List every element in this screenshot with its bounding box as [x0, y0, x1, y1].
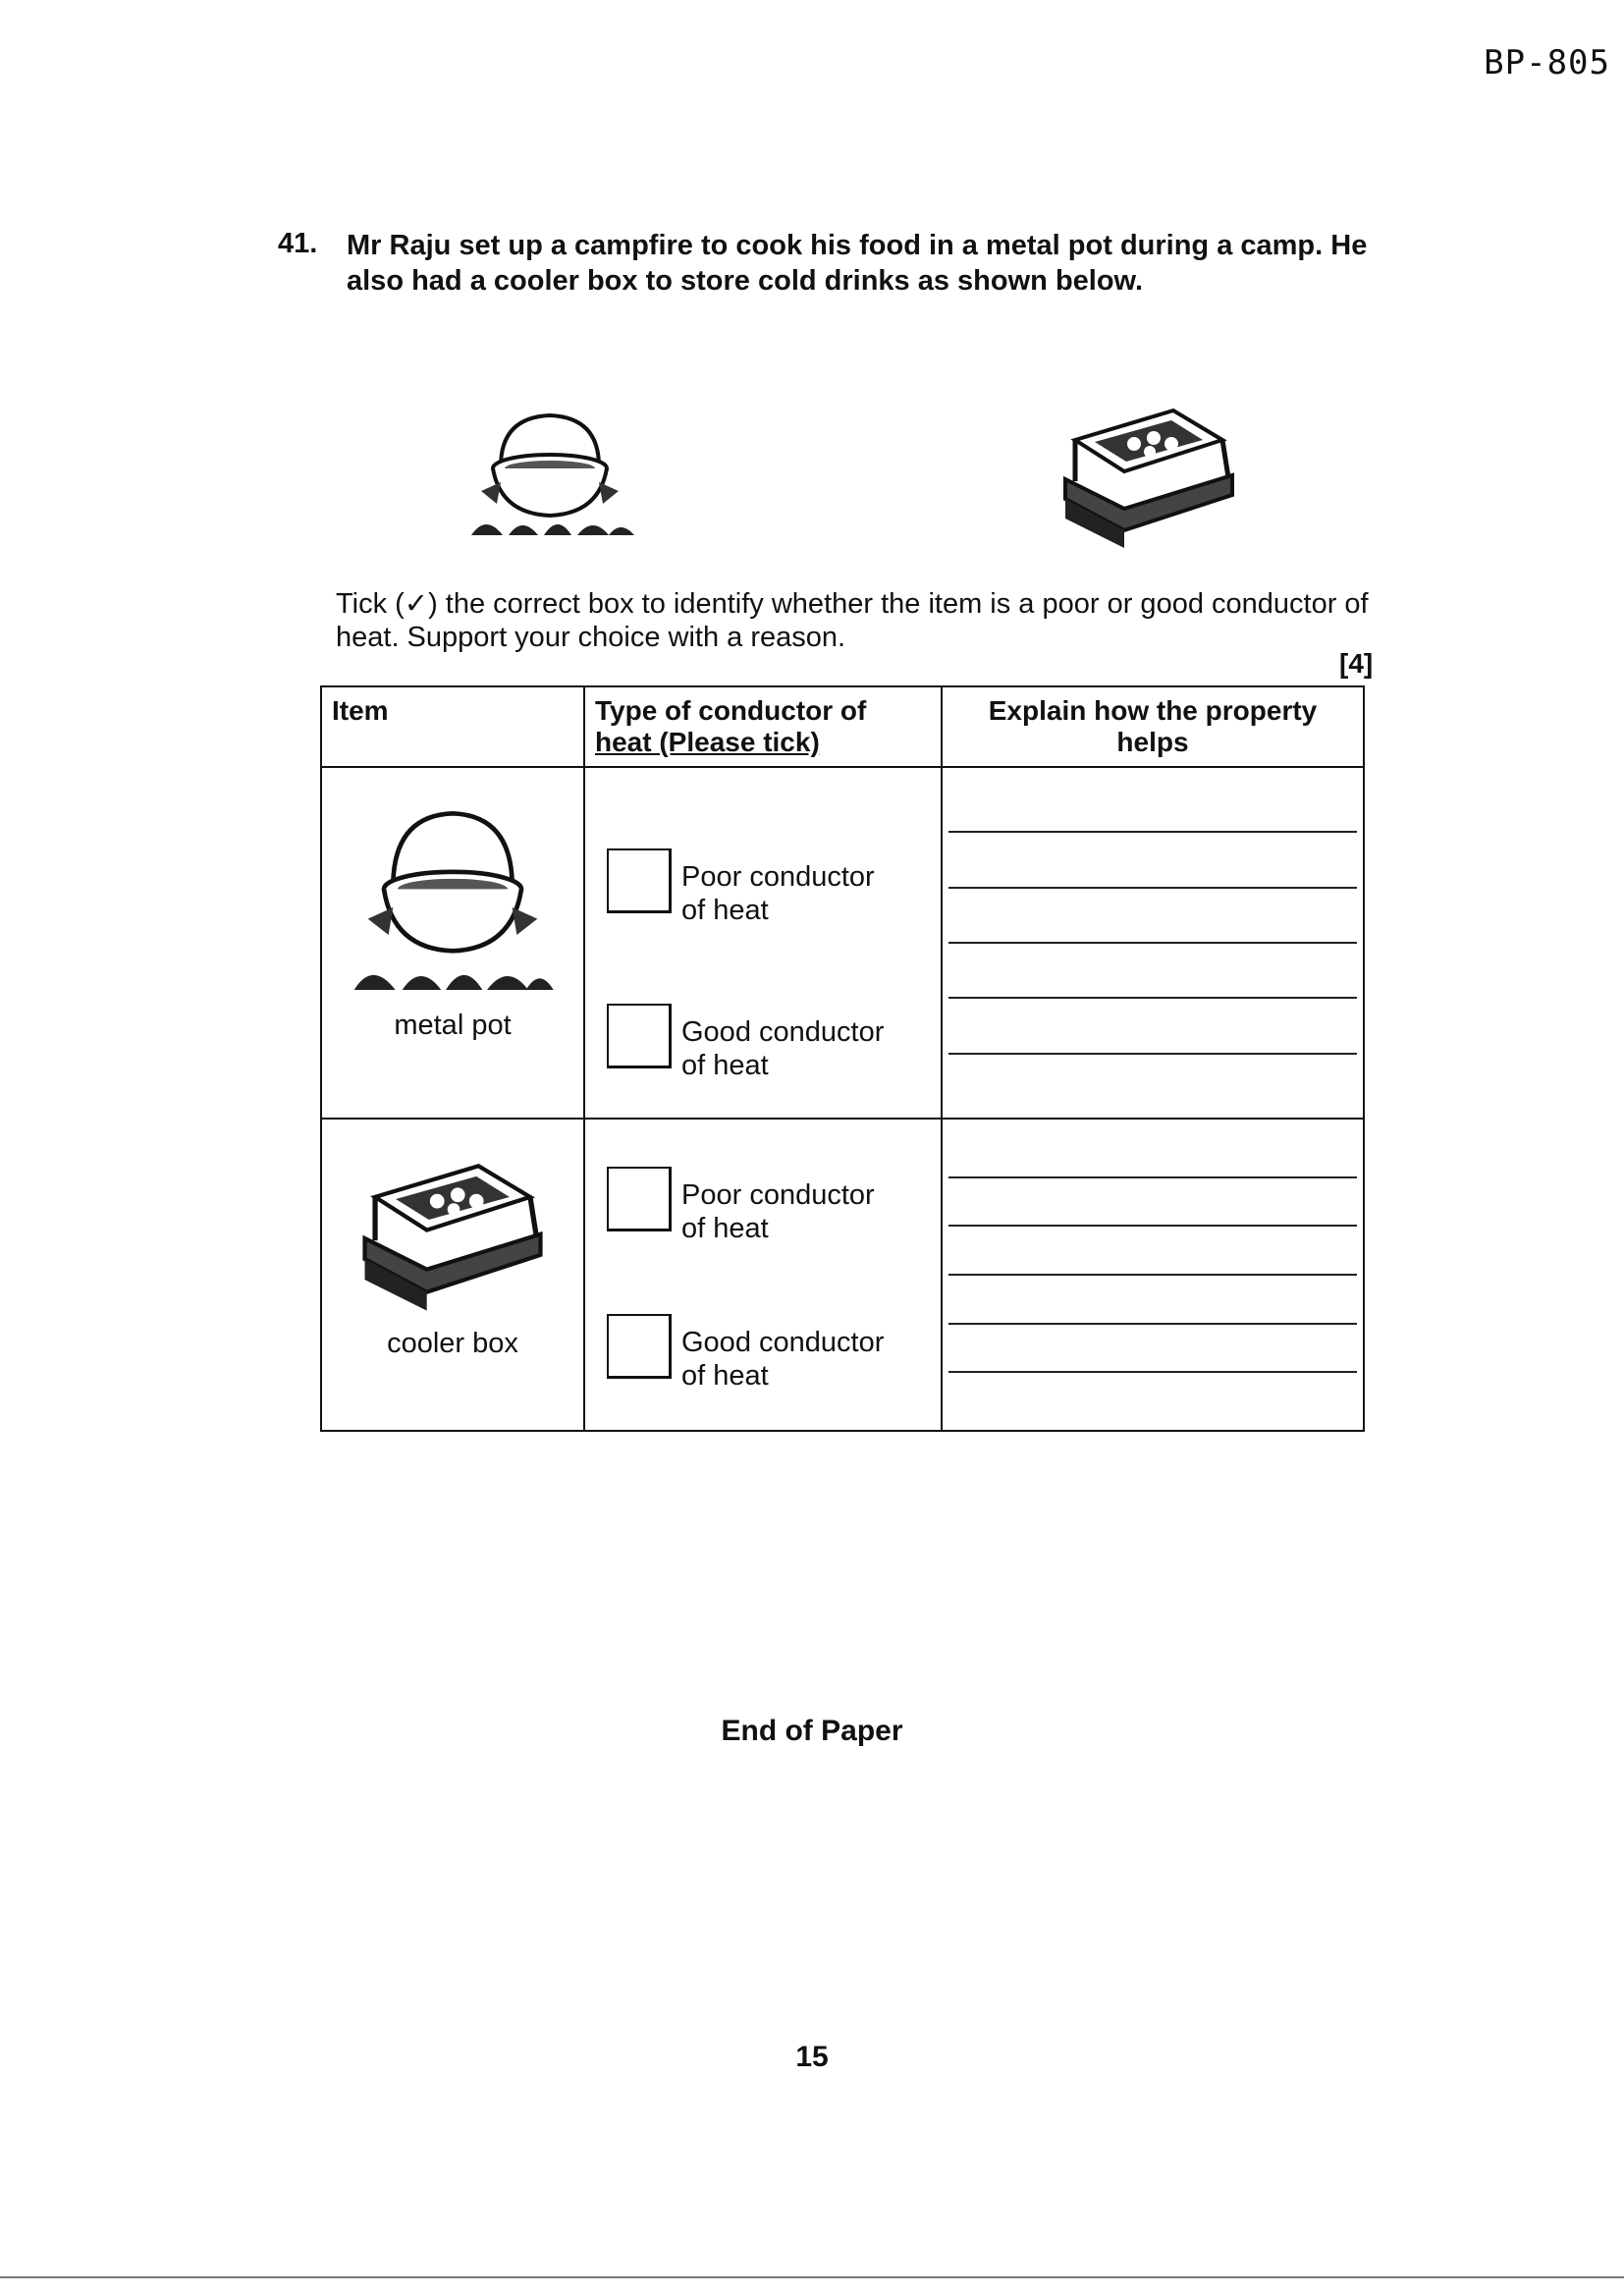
table-row [321, 767, 1364, 1119]
item-cell-metal-pot [321, 767, 584, 1119]
answer-line [948, 1176, 1357, 1178]
cooler-box-illustration [1056, 401, 1242, 558]
marks-allocation: [4] [1339, 648, 1374, 679]
header-type-line1: Type of conductor of [595, 695, 867, 726]
checkbox-good-conductor-cooler-box[interactable] [607, 1314, 672, 1379]
checkbox-good-conductor-metal-pot[interactable] [607, 1004, 672, 1068]
header-type-line2: heat (Please tick) [595, 727, 820, 757]
answer-table [320, 685, 1365, 1432]
option-label: Poor conductor of heat [681, 1179, 875, 1244]
cooler-box-icon [354, 1155, 551, 1322]
option-poor-conductor-cooler-box[interactable] [607, 1167, 941, 1245]
option-label: Good conductor of heat [681, 1016, 885, 1081]
metal-pot-icon [350, 797, 556, 1004]
explanation-cell-metal-pot[interactable] [942, 767, 1364, 1119]
answer-line [948, 1274, 1357, 1276]
option-poor-conductor-metal-pot[interactable] [607, 848, 941, 927]
page-bottom-rule [0, 2276, 1624, 2278]
option-label: Good conductor of heat [681, 1327, 885, 1392]
paper-code: BP-805 [1484, 43, 1610, 82]
answer-line [948, 1225, 1357, 1227]
end-of-paper: End of Paper [721, 1715, 903, 1747]
table-header-row [321, 686, 1364, 767]
option-good-conductor-cooler-box[interactable] [607, 1314, 941, 1393]
answer-line [948, 997, 1357, 999]
answer-line [948, 942, 1357, 944]
page-number: 15 [795, 2041, 829, 2073]
instruction-text: Tick (✓) the correct box to identify whether the item is a poor or good conductor of heat. Support your choice with a reason. [336, 588, 1369, 653]
pot-on-campfire-illustration [461, 398, 638, 545]
options-cell-metal-pot [584, 767, 942, 1119]
answer-lines-cooler-box[interactable] [943, 1120, 1363, 1430]
item-label-cooler-box: cooler box [387, 1328, 518, 1359]
answer-line [948, 831, 1357, 833]
header-explain: Explain how the property helps [942, 686, 1364, 767]
header-type-of-conductor [584, 686, 942, 767]
option-good-conductor-metal-pot[interactable] [607, 1004, 941, 1082]
checkbox-poor-conductor-cooler-box[interactable] [607, 1167, 672, 1231]
explanation-cell-cooler-box[interactable] [942, 1119, 1364, 1431]
checkbox-poor-conductor-metal-pot[interactable] [607, 848, 672, 913]
options-cell-cooler-box [584, 1119, 942, 1431]
answer-lines-metal-pot[interactable] [943, 768, 1363, 1118]
table-row [321, 1119, 1364, 1431]
answer-line [948, 887, 1357, 889]
answer-line [948, 1371, 1357, 1373]
option-label: Poor conductor of heat [681, 861, 875, 926]
header-item: Item [321, 686, 584, 767]
item-label-metal-pot: metal pot [394, 1010, 512, 1041]
answer-line [948, 1053, 1357, 1055]
question-text: Mr Raju set up a campfire to cook his food in a metal pot during a camp. He also had a cooler box to store cold drinks as shown below. [347, 230, 1368, 297]
question-number: 41. [278, 228, 318, 259]
item-cell-cooler-box [321, 1119, 584, 1431]
answer-line [948, 1323, 1357, 1325]
